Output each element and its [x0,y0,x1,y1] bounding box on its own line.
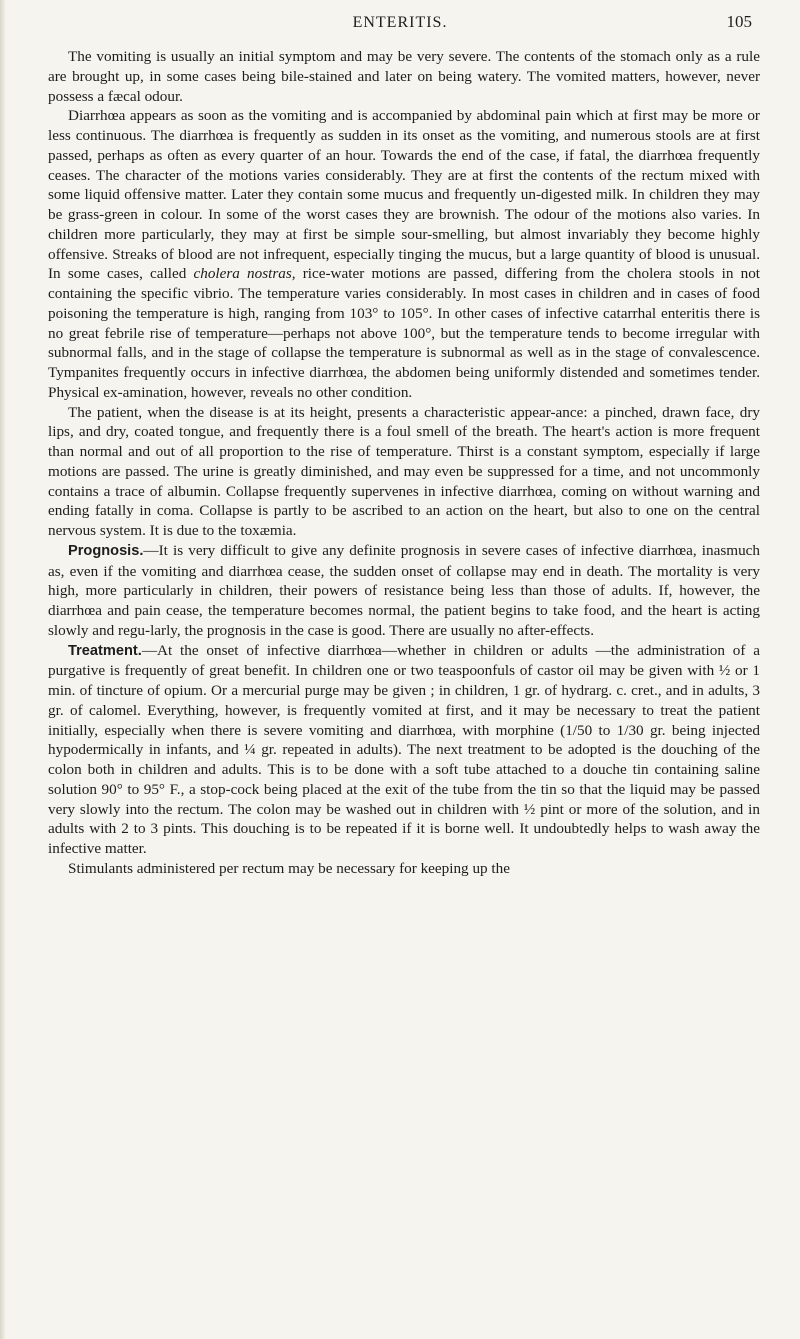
running-head: ENTERITIS. [352,14,448,31]
paragraph-text: Stimulants administered per rectum may be necessary for keeping up the [68,859,510,877]
paragraph-text: Diarrhœa appears as soon as the vomiting and is accompanied by abdominal pain which at first may be more or less continuous. The diarrhœa is frequently as sudden in its onset as the vomiting, and numerous stools are at first passed, perhaps as often as every quarter of an hour. Towards the end of the case, if fatal, the diarrhœa frequently ceases. The character of the motions varies considerably. They are at first the contents of the rectum mixed with some liquid offensive matter. Later they contain some mucus and frequently un-digested milk. In children they may be grass-green in colour. In some of the worst cases they are brownish. The odour of the motions also varies. In children more particularly, they may at first be simple sour-smelling, but almost invariably they become highly offensive. Streaks of blood are not infrequent, especially tinging the mucus, but a large quantity of blood is unusual. In some cases, called [48,107,760,283]
page-edge-shadow [0,0,6,1339]
page-header [0,8,800,38]
paragraph-text: The patient, when the disease is at its height, presents a characteristic appear-ance: a pinched, drawn face, dry lips, and dry, coated tongue, and frequently there is a foul smell of the breath. The heart's action is more frequent than normal and out of all proportion to the rise of temperature. Thirst is a constant symptom, especially if large motions are passed. The urine is greatly diminished, and may even be suppressed for a time, and not uncommonly contains a trace of albumin. Collapse frequently supervenes in infective diarrhœa, coming on without warning and ending fatally in coma. Collapse is partly to be ascribed to an action on the heart, but also to one on the central nervous system. It is due to the toxæmia. [48,403,760,539]
paragraph-treatment [48,641,760,859]
page-number: 105 [726,12,752,31]
paragraph-text: The vomiting is usually an initial symptom and may be very severe. The contents of the stomach only as a rule are brought up, in some cases being bile-stained and later on being watery. The vomited matters, however, never possess a fæcal odour. [48,48,760,105]
section-heading-treatment: Treatment. [68,642,142,659]
paragraph-prognosis [48,541,760,641]
paragraph-text: —It is very difficult to give any definite prognosis in severe cases of infective diarrhœa, inasmuch as, even if the vomiting and diarrhœa cease, the sudden onset of collapse may end in death. The mortality is very high, more particularly in children, their powers of resistance being less than those of adults. If, however, the diarrhœa and pain cease, the temperature becomes normal, the patient begins to take food, and the heart is acting slowly and regu-larly, the prognosis in the case is good. There are usually no after-effects. [48,541,760,639]
paragraph-appearance [48,403,760,541]
paragraph-text: —At the onset of infective diarrhœa—whether in children or adults —the administration of a purgative is frequently of great benefit. In children one or two teaspoonfuls of castor oil may be given with ½ or 1 min. of tincture of opium. Or a mercurial purge may be given ; in children, 1 gr. of hydrarg. c. cret., and in adults, 3 gr. of calomel. Everything, however, is frequently vomited at first, and it may be necessary to treat the patient initially, especially when there is severe vomiting and diarrhœa, with morphine (1/50 to 1/30 gr. being injected hypodermically in infants, and ¼ gr. repeated in adults). The next treatment to be adopted is the douching of the colon both in children and adults. This is to be done with a soft tube attached to a douche tin containing saline solution 90° to 95° F., a stop-cock being placed at the exit of the tube from the tin so that the liquid may be passed very slowly into the rectum. The colon may be washed out in children with ½ pint or more of the solution, and in adults with 2 to 3 pints. This douching is to be repeated if it is borne well. It undoubtedly helps to wash away the infective matter. [48,641,760,857]
italic-term: cholera nostras, [193,265,296,283]
paragraph-stimulants [48,859,760,879]
section-heading-prognosis: Prognosis. [68,542,144,559]
paragraph-diarrhoea [48,106,760,402]
paragraph-vomiting [48,47,760,106]
paragraph-text-continued: rice-water motions are passed, differing from the cholera stools in not containing the specific vibrio. The temperature varies considerably. In most cases in children and in cases of food poisoning the temperature is high, ranging from 103° to 105°. In other cases of infective catarrhal enteritis there is no great febrile rise of temperature—perhaps not above 100°, but the temperature tends to become irregular with subnormal falls, and in the stage of collapse the temperature is subnormal as well as in the stage of convalescence. Tympanites frequently occurs in infective diarrhœa, the abdomen being uniformly distended and sometimes tender. Physical ex-amination, however, reveals no other condition. [48,265,761,401]
page-body [48,47,760,879]
